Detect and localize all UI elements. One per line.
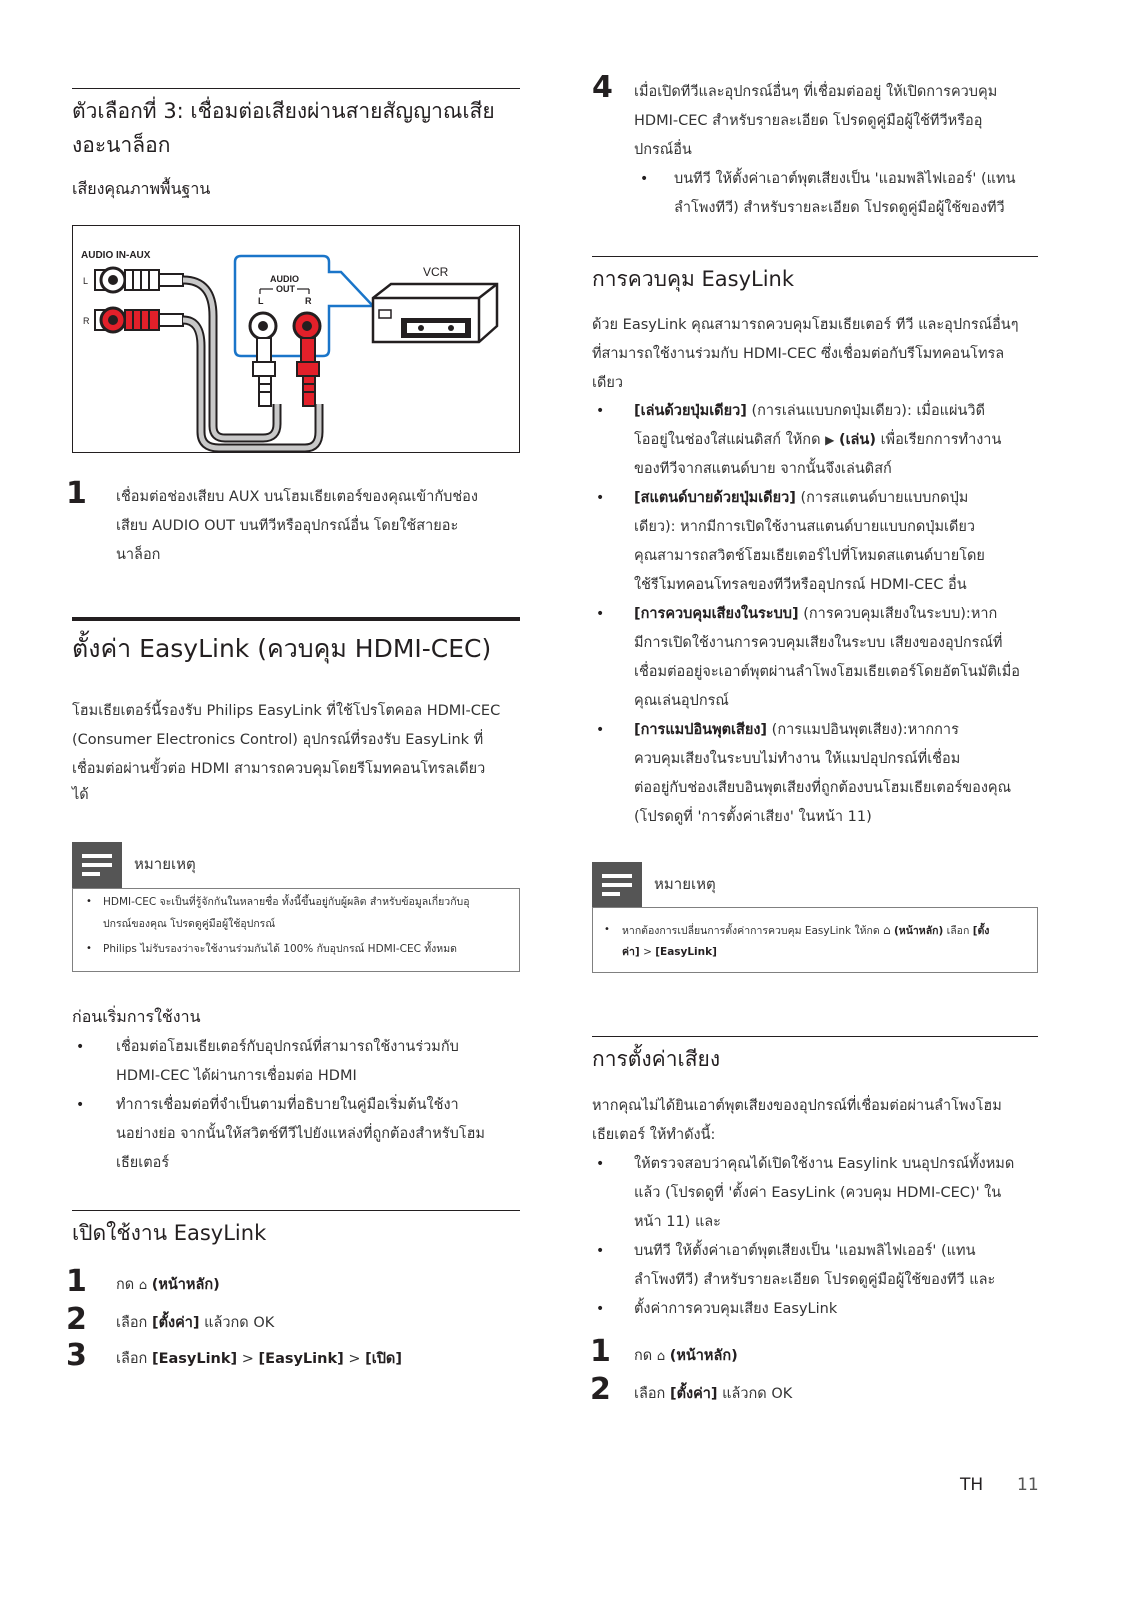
control-line2: ที่สามารถใช้งานร่วมกับ HDMI-CEC ซึ่งเชื่อมต่อกับรีโมทคอนโทรล — [592, 346, 1005, 362]
b4-bold: [การแมปอินพุตเสียง] — [634, 722, 768, 738]
step1-line1: เชื่อมต่อช่องเสียบ AUX บนโฮมเธียเตอร์ของคุณเข้ากับช่อง — [116, 489, 478, 505]
footer-page-number: 11 — [1017, 1475, 1039, 1495]
easylink-intro-line1: โฮมเธียเตอร์นี้รองรับ Philips EasyLink ที่ใช้โปรโตคอล HDMI-CEC — [72, 703, 501, 719]
b1-l2-bold: (เล่น) — [838, 432, 876, 448]
step4-line3: ปกรณ์อื่น — [634, 142, 692, 158]
ab1-line1: ให้ตรวจสอบว่าคุณได้เปิดใช้งาน Easylink บนอุปกรณ์ทั้งหมด — [634, 1156, 1015, 1172]
control-line3: เดียว — [592, 375, 624, 391]
enable-step1-number: 1 — [66, 1264, 87, 1299]
b4-line3: ต่ออยู่กับช่องเสียบอินพุตเสียงที่ถูกต้องบนโฮมเธียเตอร์ของคุณ — [634, 780, 1012, 796]
b2-line1 — [634, 484, 968, 513]
b4-text: (การแมปอินพุตเสียง):หากการ — [771, 722, 959, 738]
step1-number: 1 — [66, 476, 87, 511]
b2-line3: คุณสามารถสวิตช์โฮมเธียเตอร์ไปที่โหมดสแตนด์บายโดย — [634, 548, 985, 564]
b4-line2: ควบคุมเสียงในระบบไม่ทำงาน ให้แมปอุปกรณ์ที่เชื่อม — [634, 751, 961, 767]
vcr-icon — [373, 284, 497, 342]
control-bullet2: • — [596, 490, 605, 506]
audio-step1-pre: กด — [634, 1348, 653, 1364]
ab2-line2: ลำโพงทีวี) สำหรับรายละเอียด โปรดดูคู่มือผู้ใช้ของทีวี และ — [634, 1272, 996, 1288]
audio-step1-bold: (หน้าหลัก) — [669, 1348, 738, 1364]
b1-line1 — [634, 397, 985, 426]
out-r-plug — [297, 338, 319, 406]
b1-bold: [เล่นด้วยปุ่มเดียว] — [634, 403, 747, 419]
footer-language: TH — [960, 1475, 984, 1495]
audio-top-rule — [592, 1036, 1038, 1037]
before-b2-line2: นอย่างย่อ จากนั้นให้สวิตช์ทีวีไปยังแหล่งที่ถูกต้องสำหรับโฮม — [116, 1126, 485, 1142]
control-easylink-title: การควบคุม EasyLink — [592, 267, 795, 291]
option3-title-line1: ตัวเลือกที่ 3: เชื่อมต่อเสียงผ่านสายสัญญาณเสีย — [72, 99, 495, 123]
option3-top-rule — [72, 88, 520, 89]
enable-top-rule — [72, 1210, 520, 1211]
out-label: OUT — [276, 284, 295, 294]
b3-line1 — [634, 600, 997, 629]
audio-line2: เธียเตอร์ ให้ทำดังนี้: — [592, 1127, 716, 1143]
enable-easylink-title: เปิดใช้งาน EasyLink — [72, 1221, 267, 1245]
note2-l1-mid: เลือก — [946, 925, 970, 937]
enable-step1 — [116, 1271, 220, 1300]
note2-line2 — [622, 941, 717, 963]
diagram-svg — [73, 226, 521, 454]
out-r-label: R — [305, 296, 312, 306]
aux-r-jack — [95, 308, 183, 332]
easylink-intro-line3: เชื่อมต่อผ่านขั้วต่อ HDMI สามารถควบคุมโดยรีโมทคอนโทรลเดียว — [72, 761, 486, 777]
out-l-plug — [253, 338, 275, 406]
home-icon: ⌂ — [656, 1349, 666, 1364]
aux-l-jack — [95, 268, 183, 292]
b3-bold: [การควบคุมเสียงในระบบ] — [634, 606, 799, 622]
play-icon: ▶ — [825, 433, 835, 447]
note1-item2: Philips ไม่รับรองว่าจะใช้งานร่วมกันได้ 100% กับอุปกรณ์ HDMI-CEC ทั้งหมด — [103, 943, 457, 955]
audio-step2-post: แล้วกด OK — [722, 1386, 793, 1402]
b1-text: (การเล่นแบบกดปุ่มเดียว): เมื่อแผ่นวิดี — [751, 403, 985, 419]
home-icon: ⌂ — [138, 1278, 148, 1293]
enable-step2-post: แล้วกด OK — [204, 1315, 275, 1331]
b1-line2 — [634, 426, 1001, 455]
enable-step2-pre: เลือก — [116, 1315, 148, 1331]
audio-bullet1: • — [596, 1156, 605, 1172]
note2-l1-bold2: [ตั้ง — [972, 925, 990, 937]
easylink-top-rule — [72, 617, 520, 621]
easylink-intro-line2: (Consumer Electronics Control) อุปกรณ์ที่รองรับ EasyLink ที่ — [72, 732, 484, 748]
basic-quality-heading: เสียงคุณภาพพื้นฐาน — [72, 179, 211, 198]
step1-line3: นาล็อก — [116, 547, 161, 563]
audio-step2 — [634, 1380, 792, 1409]
before-b1-line1: เชื่อมต่อโฮมเธียเตอร์กับอุปกรณ์ที่สามารถใช้งานร่วมกับ — [116, 1039, 459, 1055]
ab1-line3: หน้า 11) และ — [634, 1214, 721, 1230]
note1-item1-line2: ปกรณ์ของคุณ โปรดดูคู่มือผู้ใช้อุปกรณ์ — [103, 918, 276, 930]
step4-b-line1: บนทีวี ให้ตั้งค่าเอาต์พุตเสียงเป็น 'แอมพลิไฟเออร์' (แทน — [674, 171, 1016, 187]
enable-step3-b: [EasyLink] — [258, 1351, 344, 1367]
enable-step1-bold: (หน้าหลัก) — [151, 1277, 220, 1293]
note2-l1-pre: หากต้องการเปลี่ยนการตั้งค่าการควบคุม EasyLink ให้กด — [622, 925, 880, 937]
b2-line4: ใช้รีโมทคอนโทรลของทีวีหรืออุปกรณ์ HDMI-CEC อื่น — [634, 577, 967, 593]
enable-step3 — [116, 1345, 402, 1374]
note-icon — [592, 862, 642, 908]
note2-bullet: • — [604, 924, 610, 935]
b1-line3: ของทีวีจากสแตนด์บาย จากนั้นจึงเล่นดิสก์ — [634, 461, 892, 477]
note1-header — [72, 842, 272, 888]
b2-line2: เดียว): หากมีการเปิดใช้งานสแตนด์บายแบบกดปุ่มเดียว — [634, 519, 976, 535]
audio-step1-number: 1 — [590, 1334, 611, 1369]
b2-bold: [สแตนด์บายด้วยปุ่มเดียว] — [634, 490, 796, 506]
step4-b-line2: ลำโพงทีวี) สำหรับรายละเอียด โปรดดูคู่มือผู้ใช้ของทีวี — [674, 200, 1005, 216]
ab1-line2: แล้ว (โปรดดูที่ 'ตั้งค่า EasyLink (ควบคุม HDMI-CEC)' ใน — [634, 1185, 1002, 1201]
before-bullet2: • — [76, 1097, 85, 1113]
enable-step3-pre: เลือก — [116, 1351, 148, 1367]
b1-l2-post: เพื่อเรียกการทำงาน — [880, 432, 1002, 448]
step4-number: 4 — [592, 70, 613, 105]
note1-bullet2: • — [86, 943, 92, 954]
enable-step3-c: [เปิด] — [365, 1351, 402, 1367]
ab2-line1: บนทีวี ให้ตั้งค่าเอาต์พุตเสียงเป็น 'แอมพลิไฟเออร์' (แทน — [634, 1243, 976, 1259]
enable-step3-number: 3 — [66, 1338, 87, 1373]
gt-sep-2: > — [348, 1351, 361, 1367]
vcr-label: VCR — [423, 265, 449, 279]
note1-title: หมายเหตุ — [134, 855, 196, 873]
note2-l2-gt: > — [643, 946, 652, 958]
audio-bullet3: • — [596, 1301, 605, 1317]
gt-sep-1: > — [241, 1351, 254, 1367]
before-b2-line1: ทำการเชื่อมต่อที่จำเป็นตามที่อธิบายในคู่มือเริ่มต้นใช้งา — [116, 1097, 459, 1113]
step1-line2: เสียบ AUDIO OUT บนทีวีหรืออุปกรณ์อื่น โดยใช้สายอะ — [116, 518, 459, 534]
enable-step3-a: [EasyLink] — [151, 1351, 238, 1367]
audio-in-aux-label: AUDIO IN-AUX — [81, 250, 151, 261]
step4-line2: HDMI-CEC สำหรับรายละเอียด โปรดดูคู่มือผู้ใช้ทีวีหรืออุ — [634, 113, 983, 129]
before-b1-line2: HDMI-CEC ได้ผ่านการเชื่อมต่อ HDMI — [116, 1068, 357, 1084]
out-l-label: L — [258, 296, 264, 306]
note1-item1-line1: HDMI-CEC จะเป็นที่รู้จักกันในหลายชื่อ ทั้งนี้ขึ้นอยู่กับผู้ผลิต สำหรับข้อมูลเกี่ยวกับอุ — [103, 896, 470, 908]
audio-out-label: AUDIO — [270, 274, 299, 284]
note2-title: หมายเหตุ — [654, 875, 716, 893]
easylink-intro-line4: ได้ — [72, 787, 89, 803]
before-bullet1: • — [76, 1039, 85, 1055]
enable-step1-pre: กด — [116, 1277, 135, 1293]
note2-l1-bold: (หน้าหลัก) — [894, 925, 944, 937]
note2-l2-bold3: [EasyLink] — [655, 946, 717, 958]
note2-header — [592, 862, 792, 908]
ab3-line: ตั้งค่าการควบคุมเสียง EasyLink — [634, 1301, 838, 1317]
note2-line1 — [622, 919, 989, 942]
audio-line1: หากคุณไม่ได้ยินเอาต์พุตเสียงของอุปกรณ์ที่เชื่อมต่อผ่านลำโพงโฮม — [592, 1098, 1002, 1114]
audio-step1 — [634, 1342, 738, 1371]
step4-line1: เมื่อเปิดทีวีและอุปกรณ์อื่นๆ ที่เชื่อมต่ออยู่ ให้เปิดการควบคุม — [634, 84, 998, 100]
note1-bullet1: • — [86, 896, 92, 907]
control-bullet1: • — [596, 403, 605, 419]
option3-title-line2: งอะนาล็อก — [72, 133, 171, 157]
note2-l2-bold: ค่า] — [622, 946, 640, 958]
control-line1: ด้วย EasyLink คุณสามารถควบคุมโฮมเธียเตอร์ ทีวี และอุปกรณ์อื่นๆ — [592, 317, 1019, 333]
b3-line3: เชื่อมต่ออยู่จะเอาต์พุตผ่านลำโพงโฮมเธียเตอร์โดยอัตโนมัติเมื่อ — [634, 664, 1020, 680]
before-b2-line3: เธียเตอร์ — [116, 1155, 170, 1171]
audio-step2-bold: [ตั้งค่า] — [669, 1386, 718, 1402]
control-bullet4: • — [596, 722, 605, 738]
enable-step2-bold: [ตั้งค่า] — [151, 1315, 200, 1331]
b3-line4: คุณเล่นอุปกรณ์ — [634, 693, 729, 709]
home-icon: ⌂ — [883, 923, 891, 937]
audio-settings-title: การตั้งค่าเสียง — [592, 1047, 721, 1071]
control-top-rule — [592, 256, 1038, 257]
aux-connection-diagram — [72, 225, 520, 453]
step4-bullet: • — [640, 171, 649, 187]
before-use-heading: ก่อนเริ่มการใช้งาน — [72, 1007, 201, 1026]
b3-line2: มีการเปิดใช้งานการควบคุมเสียงในระบบ เสียงของอุปกรณ์ที่ — [634, 635, 1003, 651]
aux-l-label: L — [83, 276, 89, 286]
b1-l2-pre: โออยู่ในช่องใส่แผ่นดิสก์ ให้กด — [634, 432, 821, 448]
audio-step2-number: 2 — [590, 1372, 611, 1407]
note-icon — [72, 842, 122, 888]
audio-step2-pre: เลือก — [634, 1386, 666, 1402]
audio-bullet2: • — [596, 1243, 605, 1259]
b4-line1 — [634, 716, 959, 745]
control-bullet3: • — [596, 606, 605, 622]
aux-r-label: R — [83, 316, 90, 326]
enable-step2-number: 2 — [66, 1302, 87, 1337]
enable-step2 — [116, 1309, 274, 1338]
b2-text: (การสแตนด์บายแบบกดปุ่ม — [800, 490, 969, 506]
easylink-title: ตั้งค่า EasyLink (ควบคุม HDMI-CEC) — [72, 634, 492, 663]
b4-line4: (โปรดดูที่ 'การตั้งค่าเสียง' ในหน้า 11) — [634, 809, 872, 825]
b3-text: (การควบคุมเสียงในระบบ):หาก — [803, 606, 998, 622]
